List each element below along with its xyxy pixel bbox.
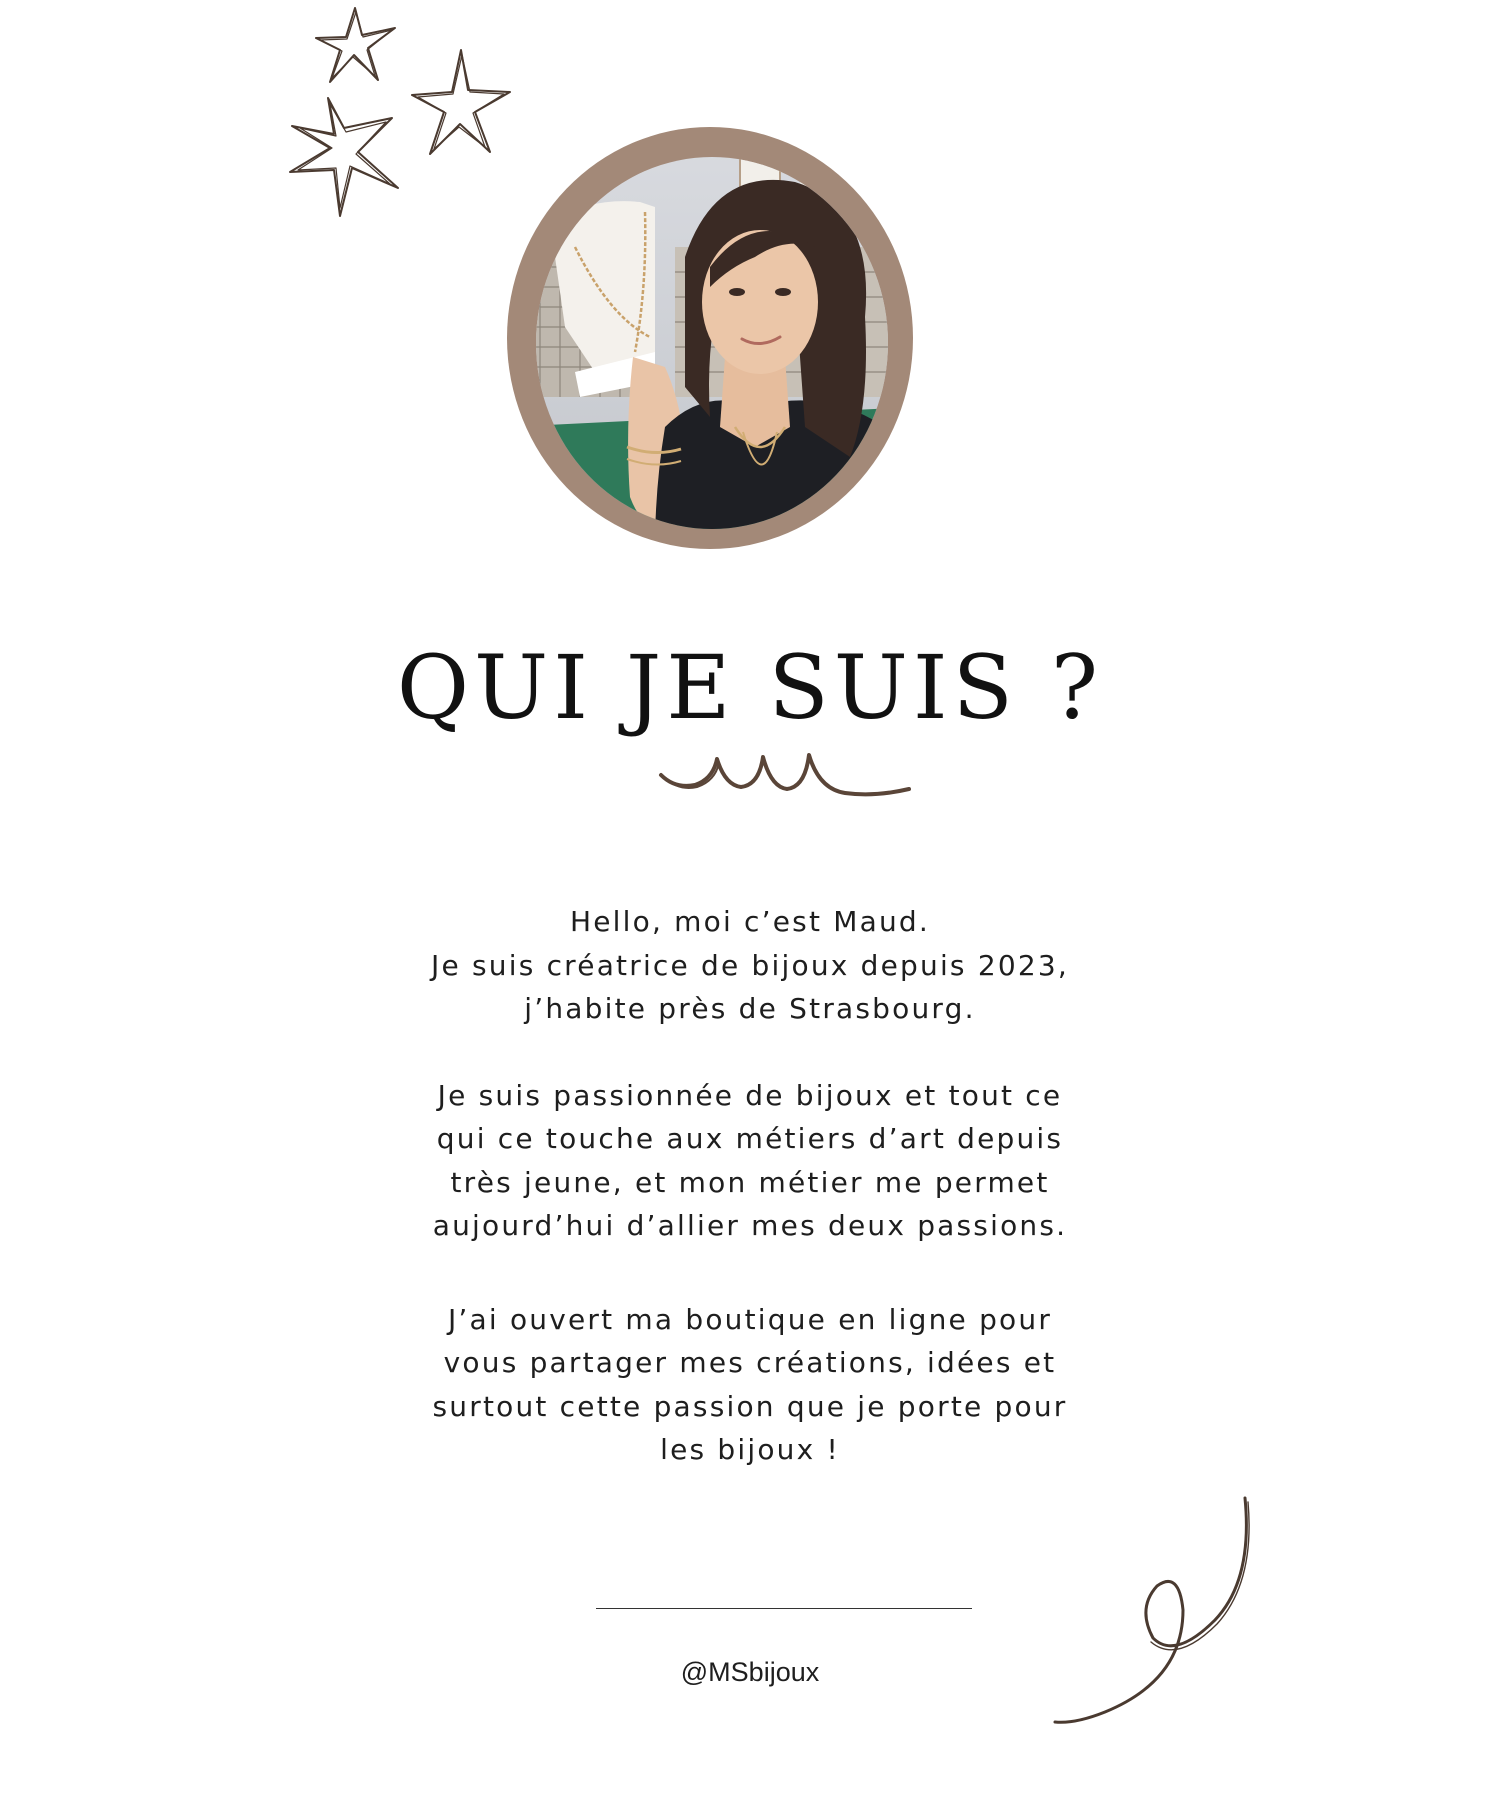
bio-line: qui ce touche aux métiers d’art depuis xyxy=(436,1122,1064,1155)
bio-line: vous partager mes créations, idées et xyxy=(443,1346,1057,1379)
bio-line: Je suis passionnée de bijoux et tout ce xyxy=(437,1078,1063,1112)
footer-divider xyxy=(596,1608,972,1609)
page-title: QUI JE SUIS ? xyxy=(396,636,1104,739)
swirl-decoration-icon xyxy=(1045,1490,1265,1730)
bio-text xyxy=(400,900,1100,1472)
squiggle-divider-icon xyxy=(655,745,915,805)
bio-line: surtout cette passion que je porte pour xyxy=(432,1389,1068,1423)
social-handle[interactable]: @MSbijoux xyxy=(680,1657,820,1687)
portrait-photo xyxy=(505,127,915,549)
bio-line: Hello, moi c’est Maud. xyxy=(570,905,930,938)
bio-line: Je suis créatrice de bijoux depuis 2023, xyxy=(431,948,1069,982)
bio-line: très jeune, et mon métier me permet xyxy=(450,1165,1050,1199)
bio-line: j’habite près de Strasbourg. xyxy=(524,992,976,1025)
stars-decoration-icon xyxy=(280,0,520,230)
bio-line: aujourd’hui d’allier mes deux passions. xyxy=(432,1209,1068,1242)
bio-line: J’ai ouvert ma boutique en ligne pour xyxy=(447,1302,1053,1336)
bio-line: les bijoux ! xyxy=(660,1433,840,1466)
